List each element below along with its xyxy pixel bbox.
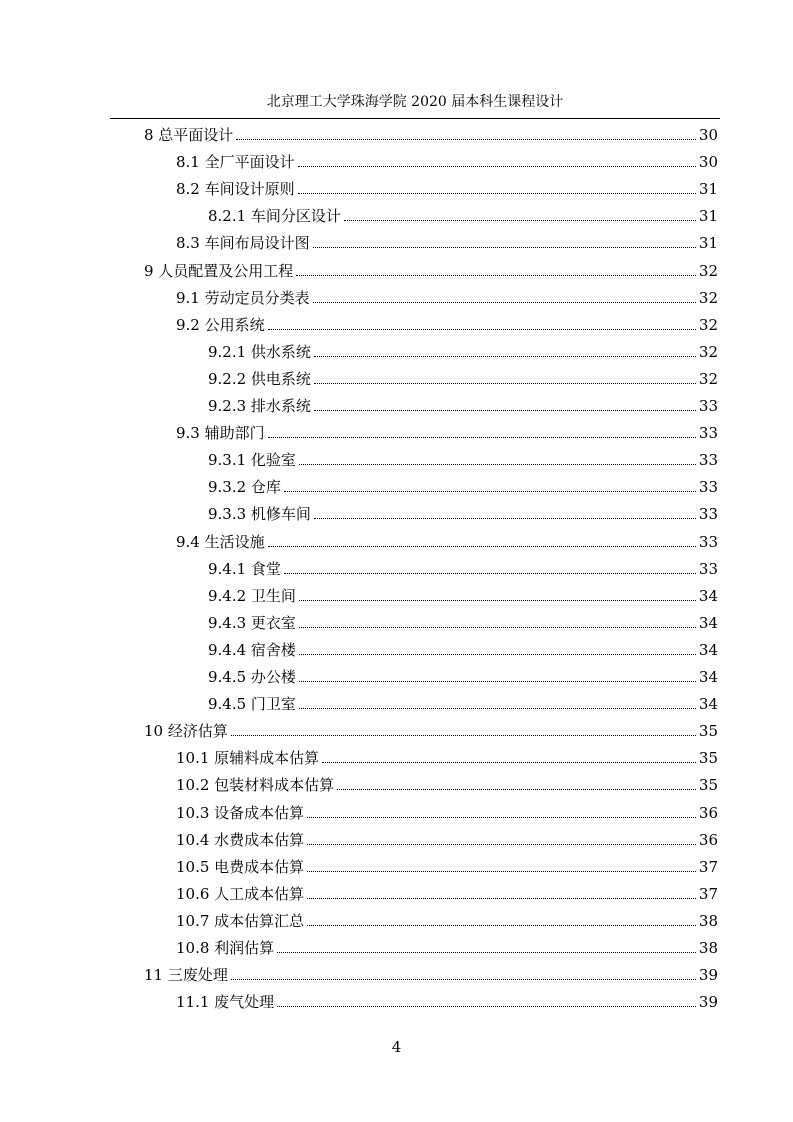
- toc-entry-title: 9.3.2 仓库: [208, 478, 281, 497]
- toc-entry-page: 31: [698, 234, 718, 253]
- toc-entry-page: 33: [698, 559, 718, 578]
- toc-leader-dots: [298, 193, 696, 194]
- toc-entry-page: 31: [698, 207, 718, 226]
- toc-entry[interactable]: [208, 555, 718, 579]
- toc-entry[interactable]: [208, 663, 718, 687]
- header-rule: [110, 118, 720, 119]
- toc-entry-title: 11.1 废气处理: [176, 993, 275, 1012]
- toc-entry[interactable]: [208, 690, 718, 714]
- toc-leader-dots: [307, 844, 696, 845]
- toc-entry[interactable]: [144, 121, 718, 145]
- toc-entry[interactable]: [176, 528, 718, 552]
- toc-entry-page: 32: [698, 288, 718, 307]
- toc-entry[interactable]: [176, 311, 718, 335]
- toc-leader-dots: [299, 627, 696, 628]
- toc-entry-title: 10.5 电费成本估算: [176, 857, 305, 876]
- toc-entry-title: 8.3 车间布局设计图: [176, 234, 310, 253]
- toc-entry[interactable]: [176, 853, 718, 877]
- toc-entry[interactable]: [176, 880, 718, 904]
- toc-entry-page: 32: [698, 315, 718, 334]
- toc-entry-page: 33: [698, 397, 718, 415]
- toc-entry[interactable]: [176, 744, 718, 768]
- toc-entry[interactable]: [176, 148, 718, 172]
- toc-entry[interactable]: [176, 907, 718, 931]
- toc-leader-dots: [268, 546, 696, 547]
- toc-entry-title: 10.8 利润估算: [176, 939, 275, 957]
- toc-entry[interactable]: [176, 175, 718, 199]
- toc-leader-dots: [298, 166, 696, 167]
- toc-entry[interactable]: [176, 934, 718, 958]
- toc-entry[interactable]: [208, 338, 718, 362]
- toc-entry[interactable]: [208, 473, 718, 497]
- toc-entry-title: 9.2.3 排水系统: [208, 397, 311, 415]
- toc-leader-dots: [299, 681, 696, 682]
- toc-leader-dots: [307, 925, 696, 926]
- toc-entry-page: 30: [698, 153, 718, 172]
- toc-leader-dots: [314, 410, 696, 411]
- toc-entry-page: 37: [698, 857, 718, 876]
- toc-leader-dots: [299, 654, 696, 655]
- toc-leader-dots: [314, 518, 696, 519]
- toc-entry-title: 10 经济估算: [144, 722, 228, 741]
- toc-entry[interactable]: [208, 365, 718, 389]
- toc-entry-title: 10.1 原辅料成本估算: [176, 749, 320, 768]
- toc-entry-title: 10.3 设备成本估算: [176, 803, 305, 822]
- toc-entry-title: 9.4.1 食堂: [208, 559, 281, 578]
- toc-entry[interactable]: [208, 202, 718, 226]
- toc-entry-page: 34: [698, 640, 718, 659]
- toc-entry-page: 36: [698, 830, 718, 849]
- toc-entry-page: 30: [698, 126, 718, 144]
- toc-entry-title: 8.1 全厂平面设计: [176, 153, 295, 172]
- toc-leader-dots: [277, 952, 696, 953]
- toc-entry[interactable]: [208, 392, 718, 416]
- toc-entry-page: 35: [698, 749, 718, 768]
- toc-entry-title: 11 三废处理: [144, 966, 228, 985]
- toc-entry-page: 31: [698, 180, 718, 199]
- toc-entry[interactable]: [208, 636, 718, 660]
- toc-entry-title: 9.2.2 供电系统: [208, 369, 311, 388]
- toc-entry-title: 10.4 水费成本估算: [176, 830, 305, 849]
- toc-entry-page: 34: [698, 668, 718, 686]
- toc-entry[interactable]: [208, 446, 718, 470]
- toc-leader-dots: [284, 491, 696, 492]
- toc-entry-page: 34: [698, 586, 718, 605]
- toc-entry[interactable]: [208, 500, 718, 524]
- page-header: 北京理工大学珠海学院 2020 届本科生课程设计: [266, 94, 564, 110]
- toc-leader-dots: [268, 329, 696, 330]
- toc-leader-dots: [314, 356, 696, 357]
- toc-leader-dots: [231, 979, 696, 980]
- toc-entry-page: 33: [698, 505, 718, 524]
- toc-entry-page: 33: [698, 451, 718, 470]
- toc-leader-dots: [268, 437, 696, 438]
- toc-leader-dots: [277, 1006, 696, 1007]
- toc-leader-dots: [322, 762, 696, 763]
- toc-leader-dots: [299, 464, 696, 465]
- toc-entry-title: 10.7 成本估算汇总: [176, 911, 305, 930]
- toc-entry-title: 10.6 人工成本估算: [176, 884, 305, 903]
- toc-entry[interactable]: [176, 229, 718, 253]
- toc-entry-page: 38: [698, 939, 718, 957]
- toc-leader-dots: [313, 302, 696, 303]
- toc-leader-dots: [314, 383, 696, 384]
- toc-entry-page: 39: [698, 966, 718, 985]
- toc-leader-dots: [307, 898, 696, 899]
- toc-leader-dots: [344, 220, 696, 221]
- toc-entry-title: 9 人员配置及公用工程: [144, 261, 294, 280]
- toc-entry[interactable]: [176, 771, 718, 795]
- toc-entry[interactable]: [144, 961, 718, 985]
- toc-entry-page: 37: [698, 884, 718, 903]
- toc-leader-dots: [231, 735, 696, 736]
- toc-entry-page: 33: [698, 478, 718, 497]
- toc-entry-page: 33: [698, 424, 718, 443]
- toc-entry-title: 9.4.2 卫生间: [208, 586, 296, 605]
- toc-entry-page: 34: [698, 695, 718, 714]
- toc-leader-dots: [337, 789, 696, 790]
- toc-leader-dots: [299, 600, 696, 601]
- page-number: 4: [391, 1038, 402, 1056]
- toc-entry[interactable]: [208, 582, 718, 606]
- toc-entry-title: 8.2 车间设计原则: [176, 180, 295, 199]
- toc-leader-dots: [284, 573, 696, 574]
- toc-entry-title: 8 总平面设计: [144, 126, 234, 144]
- toc-entry-page: 32: [698, 369, 718, 388]
- toc-entry-title: 9.3.1 化验室: [208, 451, 296, 470]
- toc-entry-title: 9.1 劳动定员分类表: [176, 288, 310, 307]
- toc-entry-title: 9.4.5 门卫室: [208, 695, 296, 714]
- toc-leader-dots: [307, 871, 696, 872]
- toc-entry-page: 36: [698, 803, 718, 822]
- toc-leader-dots: [313, 247, 696, 248]
- toc-entry-title: 9.4.3 更衣室: [208, 613, 296, 632]
- toc-entry[interactable]: [208, 609, 718, 633]
- toc-entry-title: 10.2 包装材料成本估算: [176, 776, 335, 795]
- toc-entry-title: 9.4.4 宿舍楼: [208, 640, 296, 659]
- toc-entry[interactable]: [176, 284, 718, 308]
- toc-entry[interactable]: [144, 257, 718, 281]
- toc-entry-title: 9.4 生活设施: [176, 532, 265, 551]
- toc-entry-page: 32: [698, 342, 718, 361]
- toc-entry-title: 9.3.3 机修车间: [208, 505, 311, 524]
- toc-entry-page: 35: [698, 722, 718, 741]
- toc-leader-dots: [236, 139, 696, 140]
- toc-leader-dots: [296, 275, 696, 276]
- toc-leader-dots: [307, 817, 696, 818]
- toc-entry[interactable]: [176, 826, 718, 850]
- toc-entry-title: 8.2.1 车间分区设计: [208, 207, 341, 226]
- toc-entry[interactable]: [144, 717, 718, 741]
- toc-entry-page: 38: [698, 911, 718, 930]
- toc-entry-page: 33: [698, 532, 718, 551]
- toc-entry[interactable]: [176, 988, 718, 1012]
- toc-entry[interactable]: [176, 419, 718, 443]
- toc-entry-title: 9.4.5 办公楼: [208, 668, 296, 686]
- toc-entry-page: 32: [698, 261, 718, 280]
- toc-entry[interactable]: [176, 799, 718, 823]
- toc-leader-dots: [299, 708, 696, 709]
- toc-entry-title: 9.3 辅助部门: [176, 424, 265, 443]
- toc-entry-page: 39: [698, 993, 718, 1012]
- toc-entry-page: 34: [698, 613, 718, 632]
- toc-entry-page: 35: [698, 776, 718, 795]
- toc-entry-title: 9.2 公用系统: [176, 315, 265, 334]
- toc-entry-title: 9.2.1 供水系统: [208, 342, 311, 361]
